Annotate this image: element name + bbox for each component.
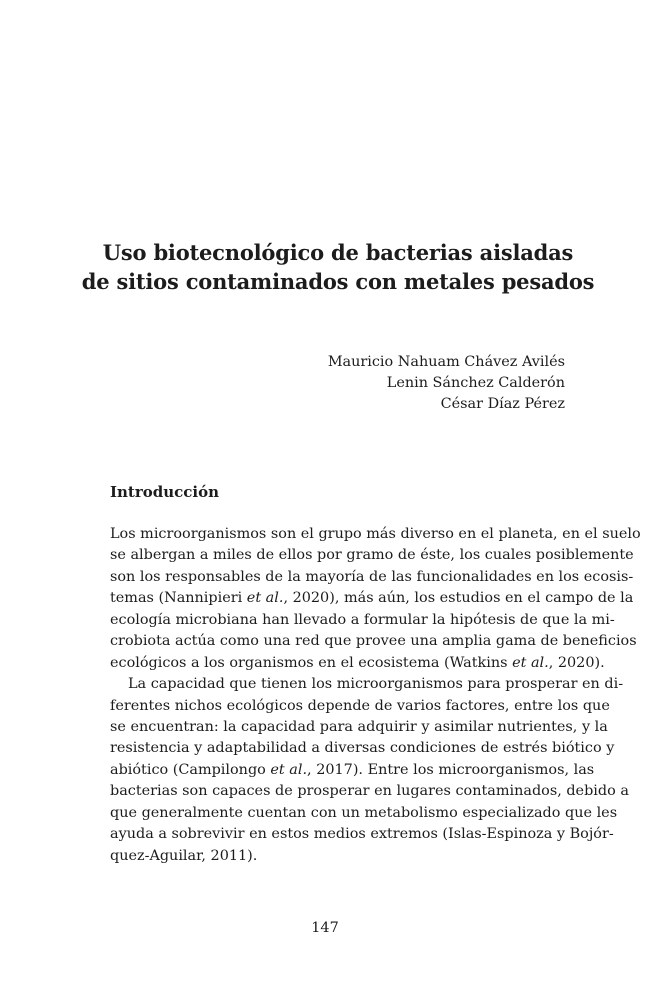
citation-italic: et al. [270,761,308,778]
text-fragment: temas (Nannipieri [110,590,247,607]
text-fragment: ecológicos a los organismos en el ecosistema (Watkins [110,654,513,671]
text-line [110,588,634,609]
author-list [328,352,565,415]
chapter-title-line-1: Uso biotecnológico de bacterias aisladas [102,240,574,265]
text-line: ayuda a sobrevivir en estos medios extremos (Islas-Espinoza y Bojór- [110,826,614,843]
text-fragment: abiótico (Campilongo [110,761,271,778]
text-line: que generalmente cuentan con un metabolismo especializado que les [110,804,618,821]
paragraph-1 [110,524,641,674]
text-line: son los responsables de la mayoría de las funcionalidades en los ecosis- [110,568,634,585]
paragraph-2 [110,674,629,867]
citation-italic: et al. [246,590,284,607]
citation-italic: et al. [512,654,549,671]
text-fragment: , 2017). Entre los microorganismos, las [307,761,595,778]
text-line [110,653,605,674]
text-line: crobiota actúa como una red que provee una amplia gama de beneficios [110,633,637,650]
author-name: Mauricio Nahuam Chávez Avilés [327,354,565,370]
chapter-title-line-2: de sitios contaminados con metales pesados [81,269,595,294]
text-line [110,760,595,781]
text-line: resistencia y adaptabilidad a diversas condiciones de estrés biótico y [110,740,615,757]
body-text [110,524,641,867]
text-line: quez-Aguilar, 2011). [110,847,258,864]
text-line: ecología microbiana han llevado a formular la hipótesis de que la mi- [110,611,615,628]
section-heading: Introducción [110,483,220,501]
text-fragment: , 2020), más aún, los estudios en el campo de la [283,590,634,607]
author-name: Lenin Sánchez Calderón [386,375,565,391]
text-fragment: , 2020). [548,654,605,671]
text-line: se albergan a miles de ellos por gramo de éste, los cuales posiblemente [110,547,634,564]
text-line: se encuentran: la capacidad para adquirir y asimilar nutrientes, y la [110,718,608,735]
text-line: bacterias son capaces de prosperar en lugares contaminados, debido a [110,783,629,800]
text-line: Los microorganismos son el grupo más diverso en el planeta, en el suelo [110,526,641,542]
chapter-title [0,238,650,296]
text-line: La capacidad que tienen los microorganismos para prosperar en di- [128,676,624,693]
author-name: César Díaz Pérez [440,396,565,412]
text-line: ferentes nichos ecológicos depende de varios factores, entre los que [110,697,610,714]
page-number: 147 [311,920,339,936]
